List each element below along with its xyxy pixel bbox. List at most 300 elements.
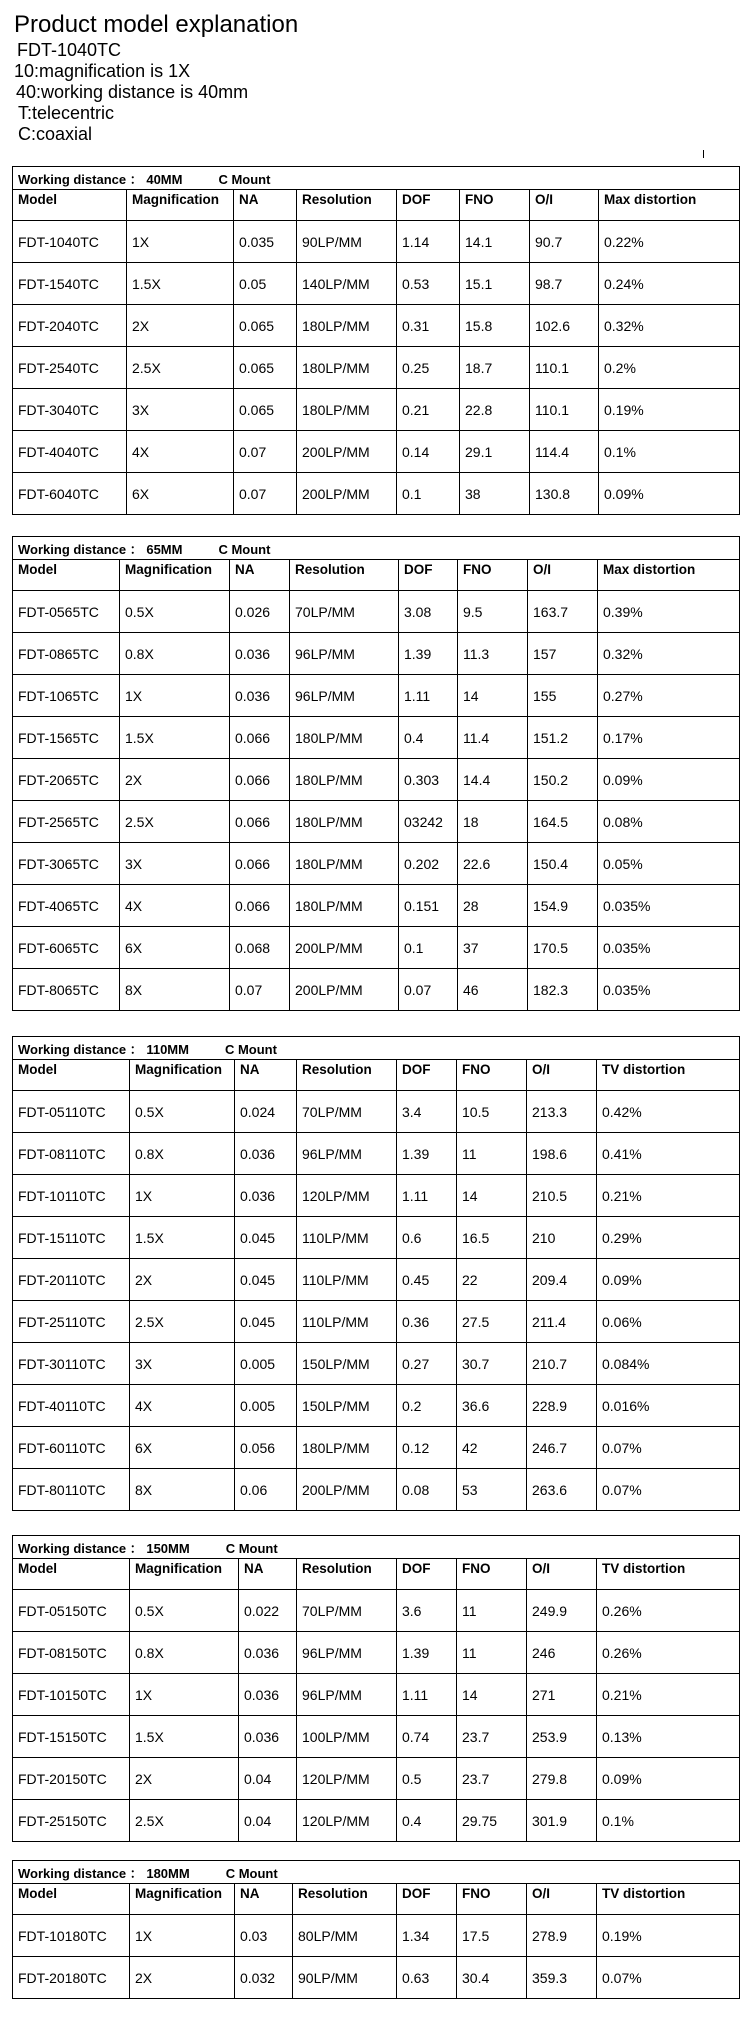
na-cell: 0.07 <box>234 431 297 473</box>
magnification-cell: 1X <box>130 1175 235 1217</box>
page-title: Product model explanation <box>14 11 299 38</box>
magnification-cell: 2.5X <box>127 347 234 389</box>
magnification-cell: 0.5X <box>130 1091 235 1133</box>
resolution-cell: 180LP/MM <box>297 347 397 389</box>
working-distance-header: Working distance ： 65MM C Mount <box>13 537 740 560</box>
dof-cell: 1.11 <box>397 1674 457 1716</box>
model-cell: FDT-4065TC <box>13 885 120 927</box>
dof-cell: 0.1 <box>397 473 460 515</box>
resolution-cell: 180LP/MM <box>290 801 399 843</box>
dof-cell: 0.27 <box>397 1343 457 1385</box>
magnification-cell: 2X <box>127 305 234 347</box>
col-magnification: Magnification <box>127 190 234 221</box>
table-row <box>13 1175 740 1217</box>
table-row <box>13 1590 740 1632</box>
dof-cell: 0.4 <box>397 1800 457 1842</box>
resolution-cell: 96LP/MM <box>297 1133 397 1175</box>
fno-cell: 15.1 <box>460 263 530 305</box>
table-row <box>13 263 740 305</box>
oi-cell: 151.2 <box>528 717 598 759</box>
mount-label: C Mount <box>218 541 271 557</box>
fno-cell: 14 <box>457 1674 527 1716</box>
col-resolution: Resolution <box>297 190 397 221</box>
oi-cell: 130.8 <box>530 473 599 515</box>
col-fno: FNO <box>458 560 528 591</box>
table-row <box>13 221 740 263</box>
na-cell: 0.024 <box>235 1091 297 1133</box>
magnification-cell: 1.5X <box>130 1716 239 1758</box>
fno-cell: 11.3 <box>458 633 528 675</box>
oi-cell: 213.3 <box>527 1091 597 1133</box>
fno-cell: 38 <box>460 473 530 515</box>
na-cell: 0.066 <box>230 843 290 885</box>
resolution-cell: 180LP/MM <box>290 885 399 927</box>
table-row <box>13 1957 740 1999</box>
model-cell: FDT-2065TC <box>13 759 120 801</box>
table-row <box>13 675 740 717</box>
na-cell: 0.036 <box>239 1716 297 1758</box>
model-cell: FDT-2040TC <box>13 305 127 347</box>
table-row <box>13 633 740 675</box>
dof-cell: 0.63 <box>397 1957 457 1999</box>
fno-cell: 11 <box>457 1590 527 1632</box>
resolution-cell: 70LP/MM <box>290 591 399 633</box>
col-fno: FNO <box>457 1060 527 1091</box>
mount-label: C Mount <box>225 1540 278 1556</box>
resolution-cell: 90LP/MM <box>297 221 397 263</box>
dof-cell: 1.39 <box>399 633 458 675</box>
distortion-cell: 0.19% <box>599 389 740 431</box>
column-headers <box>13 1884 740 1915</box>
distortion-cell: 0.13% <box>597 1716 740 1758</box>
working-distance-header: Working distance ： 110MM C Mount <box>13 1037 740 1060</box>
model-cell: FDT-6040TC <box>13 473 127 515</box>
col-magnification: Magnification <box>130 1060 235 1091</box>
magnification-cell: 0.8X <box>130 1133 235 1175</box>
magnification-cell: 0.5X <box>130 1590 239 1632</box>
distortion-cell: 0.21% <box>597 1175 740 1217</box>
distortion-cell: 0.07% <box>597 1957 740 1999</box>
dof-cell: 0.74 <box>397 1716 457 1758</box>
fno-cell: 14.1 <box>460 221 530 263</box>
table-row <box>13 1632 740 1674</box>
table-row <box>13 927 740 969</box>
resolution-cell: 200LP/MM <box>290 927 399 969</box>
fno-cell: 42 <box>457 1427 527 1469</box>
dof-cell: 0.202 <box>399 843 458 885</box>
magnification-cell: 4X <box>127 431 234 473</box>
magnification-cell: 2X <box>120 759 230 801</box>
col-model: Model <box>13 190 127 221</box>
distortion-cell: 0.07% <box>597 1427 740 1469</box>
magnification-cell: 4X <box>130 1385 235 1427</box>
col-oi: O/I <box>530 190 599 221</box>
fno-cell: 10.5 <box>457 1091 527 1133</box>
fno-cell: 17.5 <box>457 1915 527 1957</box>
coaxial-note: C:coaxial <box>18 124 93 144</box>
dof-cell: 0.07 <box>399 969 458 1011</box>
oi-cell: 301.9 <box>527 1800 597 1842</box>
fno-cell: 22.8 <box>460 389 530 431</box>
distortion-cell: 0.084% <box>597 1343 740 1385</box>
table-row <box>13 1427 740 1469</box>
na-cell: 0.036 <box>239 1632 297 1674</box>
resolution-cell: 80LP/MM <box>293 1915 397 1957</box>
distortion-cell: 0.09% <box>598 759 740 801</box>
model-cell: FDT-1065TC <box>13 675 120 717</box>
spec-table-110mm <box>12 1036 740 1511</box>
fno-cell: 18 <box>458 801 528 843</box>
oi-cell: 110.1 <box>530 347 599 389</box>
resolution-cell: 180LP/MM <box>297 1427 397 1469</box>
resolution-cell: 96LP/MM <box>297 1674 397 1716</box>
na-cell: 0.07 <box>234 473 297 515</box>
fno-cell: 29.1 <box>460 431 530 473</box>
magnification-cell: 2X <box>130 1758 239 1800</box>
fno-cell: 23.7 <box>457 1716 527 1758</box>
na-cell: 0.066 <box>230 801 290 843</box>
magnification-cell: 4X <box>120 885 230 927</box>
oi-cell: 150.2 <box>528 759 598 801</box>
resolution-cell: 180LP/MM <box>290 717 399 759</box>
oi-cell: 150.4 <box>528 843 598 885</box>
model-cell: FDT-1565TC <box>13 717 120 759</box>
distortion-cell: 0.035% <box>598 969 740 1011</box>
dof-cell: 1.11 <box>399 675 458 717</box>
mount-label: C Mount <box>225 1865 278 1881</box>
magnification-cell: 8X <box>120 969 230 1011</box>
oi-cell: 359.3 <box>527 1957 597 1999</box>
distortion-cell: 0.08% <box>598 801 740 843</box>
distortion-cell: 0.32% <box>599 305 740 347</box>
magnification-cell: 1.5X <box>127 263 234 305</box>
dof-cell: 0.5 <box>397 1758 457 1800</box>
na-cell: 0.04 <box>239 1758 297 1800</box>
distortion-cell: 0.05% <box>598 843 740 885</box>
spec-table-40mm <box>12 166 740 515</box>
model-cell: FDT-05110TC <box>13 1091 130 1133</box>
dof-cell: 1.39 <box>397 1632 457 1674</box>
resolution-cell: 120LP/MM <box>297 1758 397 1800</box>
col-oi: O/I <box>528 560 598 591</box>
dof-cell: 0.08 <box>397 1469 457 1511</box>
na-cell: 0.022 <box>239 1590 297 1632</box>
magnification-cell: 1.5X <box>120 717 230 759</box>
fno-cell: 18.7 <box>460 347 530 389</box>
resolution-cell: 110LP/MM <box>297 1259 397 1301</box>
distortion-cell: 0.1% <box>597 1800 740 1842</box>
distortion-cell: 0.1% <box>599 431 740 473</box>
col-distortion: Max distortion <box>598 560 740 591</box>
fno-cell: 46 <box>458 969 528 1011</box>
dof-cell: 0.36 <box>397 1301 457 1343</box>
table-row <box>13 843 740 885</box>
resolution-cell: 180LP/MM <box>297 389 397 431</box>
magnification-cell: 1X <box>127 221 234 263</box>
dof-cell: 0.25 <box>397 347 460 389</box>
fno-cell: 27.5 <box>457 1301 527 1343</box>
dof-cell: 0.45 <box>397 1259 457 1301</box>
resolution-cell: 96LP/MM <box>290 633 399 675</box>
fno-cell: 14 <box>457 1175 527 1217</box>
model-cell: FDT-05150TC <box>13 1590 130 1632</box>
model-cell: FDT-40110TC <box>13 1385 130 1427</box>
dof-cell: 0.151 <box>399 885 458 927</box>
table-row <box>13 1343 740 1385</box>
na-cell: 0.005 <box>235 1343 297 1385</box>
dof-cell: 0.303 <box>399 759 458 801</box>
table-row <box>13 389 740 431</box>
magnification-cell: 6X <box>130 1427 235 1469</box>
resolution-cell: 200LP/MM <box>297 473 397 515</box>
magnification-cell: 6X <box>120 927 230 969</box>
magnification-cell: 0.8X <box>120 633 230 675</box>
magnification-cell: 1X <box>120 675 230 717</box>
dof-cell: 0.12 <box>397 1427 457 1469</box>
col-dof: DOF <box>397 1884 457 1915</box>
oi-cell: 114.4 <box>530 431 599 473</box>
col-distortion: TV distortion <box>597 1060 740 1091</box>
mount-label: C Mount <box>224 1041 277 1057</box>
na-cell: 0.036 <box>230 675 290 717</box>
fno-cell: 9.5 <box>458 591 528 633</box>
na-cell: 0.026 <box>230 591 290 633</box>
fno-cell: 22.6 <box>458 843 528 885</box>
na-cell: 0.03 <box>235 1915 293 1957</box>
oi-cell: 154.9 <box>528 885 598 927</box>
table-row <box>13 473 740 515</box>
fno-cell: 14 <box>458 675 528 717</box>
spec-table-180mm <box>12 1860 740 1999</box>
table-row <box>13 717 740 759</box>
dof-cell: 3.4 <box>397 1091 457 1133</box>
distortion-cell: 0.41% <box>597 1133 740 1175</box>
resolution-cell: 180LP/MM <box>290 759 399 801</box>
oi-cell: 210 <box>527 1217 597 1259</box>
model-cell: FDT-15110TC <box>13 1217 130 1259</box>
na-cell: 0.045 <box>235 1259 297 1301</box>
fno-cell: 14.4 <box>458 759 528 801</box>
table-row <box>13 1758 740 1800</box>
distortion-cell: 0.035% <box>598 885 740 927</box>
model-cell: FDT-3040TC <box>13 389 127 431</box>
fno-cell: 11 <box>457 1632 527 1674</box>
col-model: Model <box>13 1884 130 1915</box>
model-cell: FDT-20180TC <box>13 1957 130 1999</box>
distortion-cell: 0.29% <box>597 1217 740 1259</box>
model-cell: FDT-20110TC <box>13 1259 130 1301</box>
dof-cell: 0.2 <box>397 1385 457 1427</box>
resolution-cell: 200LP/MM <box>297 1469 397 1511</box>
oi-cell: 90.7 <box>530 221 599 263</box>
col-magnification: Magnification <box>120 560 230 591</box>
oi-cell: 263.6 <box>527 1469 597 1511</box>
resolution-cell: 200LP/MM <box>297 431 397 473</box>
table-row <box>13 1800 740 1842</box>
distortion-cell: 0.09% <box>599 473 740 515</box>
stray-mark <box>703 150 704 158</box>
col-oi: O/I <box>527 1060 597 1091</box>
model-cell: FDT-0565TC <box>13 591 120 633</box>
table-row <box>13 431 740 473</box>
model-cell: FDT-15150TC <box>13 1716 130 1758</box>
spec-table-150mm <box>12 1535 740 1842</box>
model-cell: FDT-10180TC <box>13 1915 130 1957</box>
oi-cell: 163.7 <box>528 591 598 633</box>
model-cell: FDT-25150TC <box>13 1800 130 1842</box>
na-cell: 0.005 <box>235 1385 297 1427</box>
resolution-cell: 110LP/MM <box>297 1217 397 1259</box>
column-headers <box>13 190 740 221</box>
magnification-cell: 8X <box>130 1469 235 1511</box>
fno-cell: 11.4 <box>458 717 528 759</box>
magnification-cell: 1.5X <box>130 1217 235 1259</box>
na-cell: 0.04 <box>239 1800 297 1842</box>
model-cell: FDT-1040TC <box>13 221 127 263</box>
working-distance-header: Working distance ： 40MM C Mount <box>13 167 740 190</box>
col-resolution: Resolution <box>297 1060 397 1091</box>
magnification-cell: 2.5X <box>120 801 230 843</box>
table-row <box>13 1716 740 1758</box>
col-oi: O/I <box>527 1559 597 1590</box>
oi-cell: 209.4 <box>527 1259 597 1301</box>
col-distortion: TV distortion <box>597 1884 740 1915</box>
distortion-cell: 0.09% <box>597 1758 740 1800</box>
na-cell: 0.07 <box>230 969 290 1011</box>
oi-cell: 279.8 <box>527 1758 597 1800</box>
table-row <box>13 1091 740 1133</box>
distortion-cell: 0.06% <box>597 1301 740 1343</box>
col-na: NA <box>235 1060 297 1091</box>
na-cell: 0.065 <box>234 389 297 431</box>
oi-cell: 211.4 <box>527 1301 597 1343</box>
resolution-cell: 200LP/MM <box>290 969 399 1011</box>
fno-cell: 15.8 <box>460 305 530 347</box>
distortion-cell: 0.26% <box>597 1632 740 1674</box>
magnification-cell: 2.5X <box>130 1301 235 1343</box>
dof-cell: 03242 <box>399 801 458 843</box>
table-row <box>13 759 740 801</box>
oi-cell: 253.9 <box>527 1716 597 1758</box>
resolution-cell: 150LP/MM <box>297 1385 397 1427</box>
oi-cell: 182.3 <box>528 969 598 1011</box>
col-na: NA <box>230 560 290 591</box>
table-row <box>13 1301 740 1343</box>
working-distance-header: Working distance ： 180MM C Mount <box>13 1861 740 1884</box>
magnification-note: 10:magnification is 1X <box>14 61 191 81</box>
model-cell: FDT-3065TC <box>13 843 120 885</box>
model-cell: FDT-8065TC <box>13 969 120 1011</box>
fno-cell: 30.4 <box>457 1957 527 1999</box>
fno-cell: 23.7 <box>457 1758 527 1800</box>
model-cell: FDT-2565TC <box>13 801 120 843</box>
distortion-cell: 0.21% <box>597 1674 740 1716</box>
distortion-cell: 0.39% <box>598 591 740 633</box>
table-row <box>13 1915 740 1957</box>
model-cell: FDT-08110TC <box>13 1133 130 1175</box>
magnification-cell: 3X <box>130 1343 235 1385</box>
dof-cell: 1.14 <box>397 221 460 263</box>
model-cell: FDT-20150TC <box>13 1758 130 1800</box>
resolution-cell: 70LP/MM <box>297 1091 397 1133</box>
na-cell: 0.036 <box>239 1674 297 1716</box>
oi-cell: 210.7 <box>527 1343 597 1385</box>
magnification-cell: 6X <box>127 473 234 515</box>
distortion-cell: 0.27% <box>598 675 740 717</box>
oi-cell: 210.5 <box>527 1175 597 1217</box>
dof-cell: 0.31 <box>397 305 460 347</box>
col-resolution: Resolution <box>297 1559 397 1590</box>
col-magnification: Magnification <box>130 1884 235 1915</box>
resolution-cell: 120LP/MM <box>297 1800 397 1842</box>
dof-cell: 0.14 <box>397 431 460 473</box>
fno-cell: 22 <box>457 1259 527 1301</box>
distortion-cell: 0.07% <box>597 1469 740 1511</box>
table-row <box>13 1217 740 1259</box>
model-cell: FDT-2540TC <box>13 347 127 389</box>
oi-cell: 157 <box>528 633 598 675</box>
oi-cell: 164.5 <box>528 801 598 843</box>
table-row <box>13 1133 740 1175</box>
oi-cell: 102.6 <box>530 305 599 347</box>
table-row <box>13 1385 740 1427</box>
na-cell: 0.065 <box>234 305 297 347</box>
magnification-cell: 0.5X <box>120 591 230 633</box>
table-row <box>13 305 740 347</box>
dof-cell: 3.08 <box>399 591 458 633</box>
table-row <box>13 347 740 389</box>
col-distortion: Max distortion <box>599 190 740 221</box>
dof-cell: 0.21 <box>397 389 460 431</box>
fno-cell: 29.75 <box>457 1800 527 1842</box>
model-cell: FDT-25110TC <box>13 1301 130 1343</box>
distortion-cell: 0.32% <box>598 633 740 675</box>
col-oi: O/I <box>527 1884 597 1915</box>
mount-label: C Mount <box>218 171 271 187</box>
model-cell: FDT-4040TC <box>13 431 127 473</box>
col-fno: FNO <box>460 190 530 221</box>
oi-cell: 246 <box>527 1632 597 1674</box>
distortion-cell: 0.19% <box>597 1915 740 1957</box>
resolution-cell: 120LP/MM <box>297 1175 397 1217</box>
distortion-cell: 0.22% <box>599 221 740 263</box>
magnification-cell: 1X <box>130 1674 239 1716</box>
col-fno: FNO <box>457 1884 527 1915</box>
col-model: Model <box>13 1559 130 1590</box>
col-magnification: Magnification <box>130 1559 239 1590</box>
na-cell: 0.032 <box>235 1957 293 1999</box>
model-cell: FDT-80110TC <box>13 1469 130 1511</box>
oi-cell: 170.5 <box>528 927 598 969</box>
distortion-cell: 0.42% <box>597 1091 740 1133</box>
col-na: NA <box>239 1559 297 1590</box>
distortion-cell: 0.09% <box>597 1259 740 1301</box>
oi-cell: 249.9 <box>527 1590 597 1632</box>
na-cell: 0.036 <box>235 1175 297 1217</box>
dof-cell: 3.6 <box>397 1590 457 1632</box>
magnification-cell: 3X <box>120 843 230 885</box>
column-headers <box>13 1060 740 1091</box>
dof-cell: 1.34 <box>397 1915 457 1957</box>
col-fno: FNO <box>457 1559 527 1590</box>
magnification-cell: 3X <box>127 389 234 431</box>
table-row <box>13 1469 740 1511</box>
col-dof: DOF <box>397 1559 457 1590</box>
fno-cell: 28 <box>458 885 528 927</box>
distortion-cell: 0.24% <box>599 263 740 305</box>
fno-cell: 16.5 <box>457 1217 527 1259</box>
na-cell: 0.035 <box>234 221 297 263</box>
